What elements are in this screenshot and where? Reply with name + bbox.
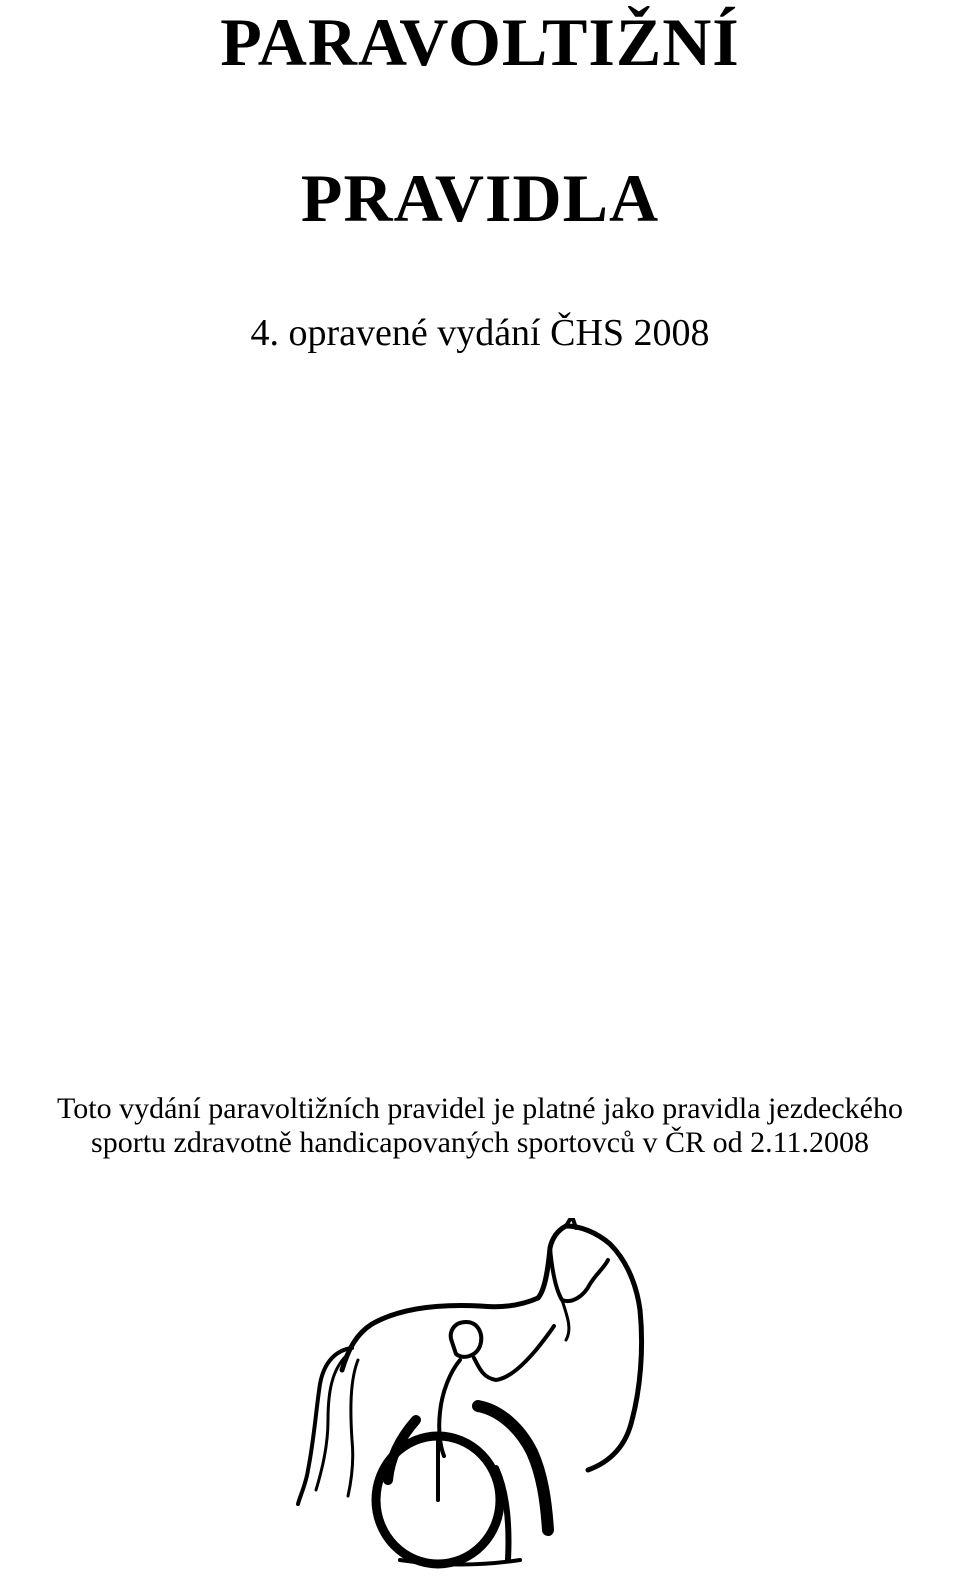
- document-title-line-1: PARAVOLTIŽNÍ: [220, 4, 740, 80]
- validity-notice-line-2: sportu zdravotně handicapovaných sportovců v ČR od 2.11.2008: [91, 1126, 869, 1159]
- edition-subtitle: 4. opravené vydání ČHS 2008: [250, 312, 710, 354]
- horse-and-wheelchair-rider-logo-icon: [296, 1218, 656, 1570]
- validity-notice: [0, 1092, 960, 1160]
- validity-notice-line-1: Toto vydání paravoltižních pravidel je platné jako pravidla jezdeckého: [57, 1092, 903, 1125]
- document-title-line-2: PRAVIDLA: [300, 160, 660, 236]
